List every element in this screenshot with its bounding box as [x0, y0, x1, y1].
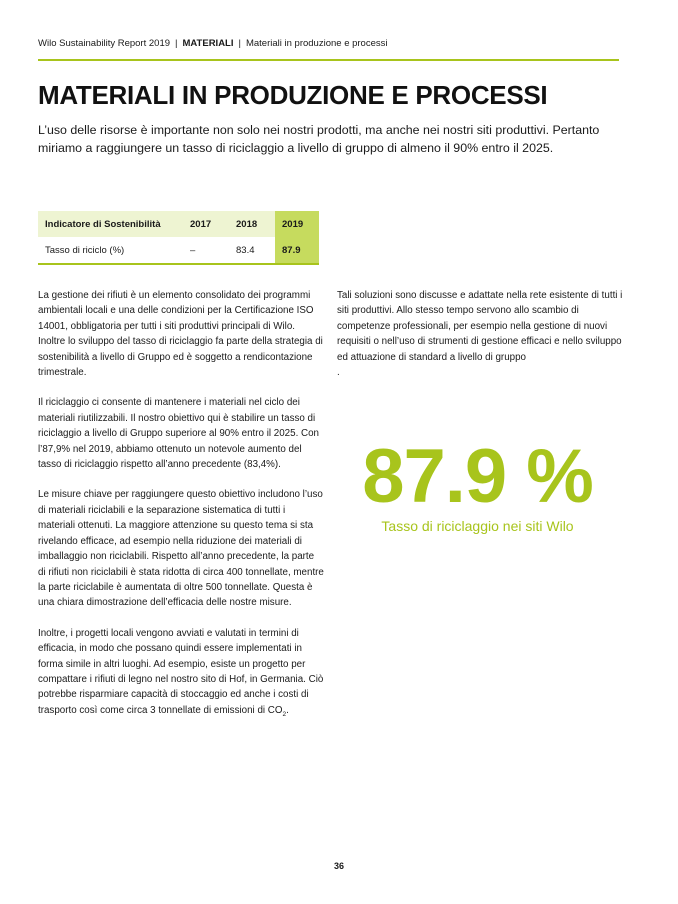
breadcrumb-separator: |: [238, 38, 241, 49]
table-header-2019: 2019: [275, 211, 319, 237]
right-column: [337, 288, 623, 380]
kpi-table: [38, 211, 319, 265]
right-paragraph-1-end: .: [337, 367, 340, 379]
table-cell-indicator: Tasso di riciclo (%): [38, 237, 183, 264]
left-paragraph-1: La gestione dei rifiuti è un elemento consolidato dei programmi ambientali locali e una delle condizioni per la Certificazione ISO 14001, obbligatoria per tutti i siti produttivi principali di Wilo. Inoltre lo sviluppo del tasso di riciclaggio fa parte della strategia di sostenibilità a livello di Gruppo ed è soggetto a rendicontazione trimestrale.: [38, 290, 323, 379]
left-paragraph-2: Il riciclaggio ci consente di mantenere i materiali nel ciclo dei materiali riutilizzabili. Il nostro obiettivo qui è stabilire un tasso di riciclaggio a livello di Gruppo superiore al 90% entro il 2025. Con l’87,9% nel 2019, abbiamo ottenuto un notevole aumento del tasso di riciclaggio rispetto all’anno precedente (83,4%).: [38, 397, 320, 471]
table-header-2018: 2018: [236, 218, 258, 230]
highlight-caption: Tasso di riciclaggio nei siti Wilo: [381, 518, 574, 534]
table-cell-2019: 87.9: [275, 237, 319, 264]
breadcrumb: [38, 38, 388, 49]
left-paragraph-3: Le misure chiave per raggiungere questo obiettivo includono l’uso di materiali riciclabili e la separazione sistematica di tutti i materiali ottenuti. La maggiore attenzione su questo tema si sta rivelando efficace, ad esempio nella riduzione dei materiali di imballaggio non riciclabili. Rispetto all’anno precedente, la parte di rifiuti non riciclabili è stata ridotta di circa 400 tonnellate, mentre la parte riciclabile è aumentata di oltre 500 tonnellate. Questa è una chiara dimostrazione dell’efficacia delle nostre misure.: [38, 489, 324, 609]
page-title: MATERIALI IN PRODUZIONE E PROCESSI: [38, 80, 548, 110]
left-paragraph-4-end: .: [286, 704, 289, 716]
table-row: [38, 237, 319, 264]
header-rule: [38, 59, 619, 61]
lead-paragraph: L’uso delle risorse è importante non solo nei nostri prodotti, ma anche nei nostri siti produttivi. Pertanto miriamo a raggiungere un tasso di riciclaggio a livello di gruppo di almeno il 90% entro il 2025.: [38, 123, 600, 155]
left-column: [38, 288, 324, 737]
breadcrumb-section: MATERIALI: [182, 38, 234, 49]
breadcrumb-separator: |: [175, 38, 178, 49]
table-cell-2017: –: [183, 237, 229, 264]
table-header-row: [38, 211, 319, 237]
highlight-value: 87.9 %: [362, 434, 593, 519]
page-number: 36: [333, 861, 344, 871]
breadcrumb-subsection: Materiali in produzione e processi: [245, 38, 388, 49]
table-header-indicator: Indicatore di Sostenibilità: [45, 218, 161, 230]
left-paragraph-4-text: Inoltre, i progetti locali vengono avviati e valutati in termini di efficacia, in modo che possano quindi essere implementati in forma simile in altri luoghi. Ad esempio, esiste un progetto per compattare i rifiuti di legno nel nostro sito di Hof, in Germania. Ciò potrebbe risparmiare capacità di stoccaggio ed anche i costi di trasporto così come circa 3 tonnellate di emissioni di CO: [38, 627, 324, 716]
left-paragraph-4: [38, 626, 324, 722]
right-paragraph-1: Tali soluzioni sono discusse e adattate nella rete esistente di tutti i siti produttivi. Allo stesso tempo servono allo scambio di competenze professionali, per esempio nella gestione di nuovi requisiti o nell’uso di strumenti di gestione efficaci e nello sviluppo ed attuazione di standard a livello di gruppo: [337, 290, 623, 363]
table-header-2017: 2017: [190, 218, 212, 230]
breadcrumb-report: Wilo Sustainability Report 2019: [38, 38, 171, 49]
co2-subscript: 2: [282, 710, 287, 718]
table-cell-2018: 83.4: [229, 237, 275, 264]
